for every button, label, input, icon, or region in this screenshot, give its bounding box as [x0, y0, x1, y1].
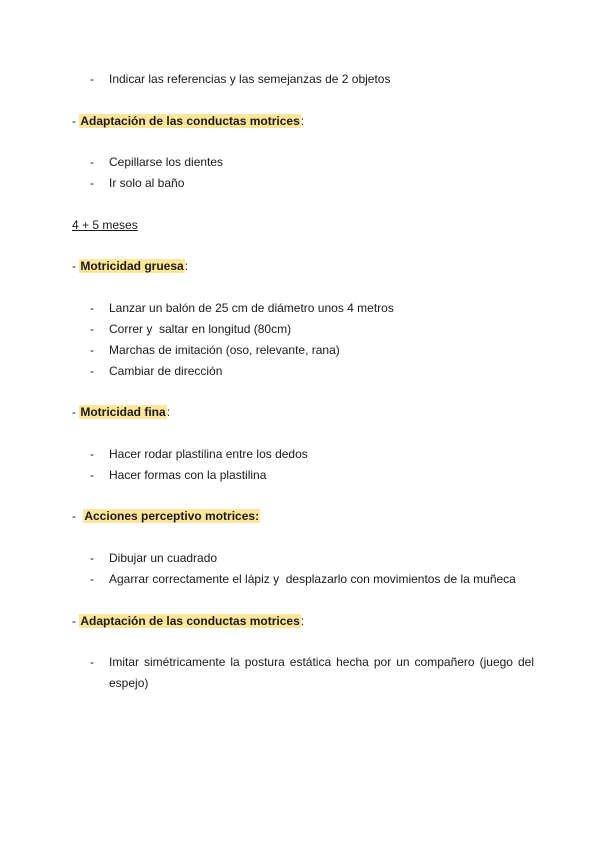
section-heading — [72, 259, 188, 274]
dash-bullet: - — [90, 447, 94, 461]
section-heading — [72, 614, 304, 629]
dash-bullet: - — [90, 655, 94, 669]
dash-bullet: - — [90, 72, 94, 86]
heading-colon: : — [300, 114, 305, 128]
heading-colon: : — [184, 259, 189, 273]
heading-dash: - — [72, 614, 76, 628]
list-item-text: Imitar simétricamente la postura estática hecha por un compañero (juego del espejo) — [109, 655, 534, 690]
dash-bullet: - — [90, 572, 94, 586]
dash-bullet: - — [90, 364, 94, 378]
heading-colon: : — [166, 405, 171, 419]
list-item-text: Cepillarse los dientes — [109, 155, 224, 169]
heading-label: Acciones perceptivo motrices: — [84, 509, 260, 523]
heading-dash: - — [72, 405, 76, 419]
age-label: 4 + 5 meses — [72, 218, 138, 232]
heading-label: Adaptación de las conductas motrices — [80, 114, 300, 128]
heading-dash: - — [72, 509, 76, 523]
list-item-text: Lanzar un balón de 25 cm de diámetro unos 4 metros — [109, 301, 394, 315]
list-item-text: Hacer formas con la plastilina — [109, 468, 267, 482]
dash-bullet: - — [90, 343, 94, 357]
section-heading — [72, 509, 260, 524]
dash-bullet: - — [90, 468, 94, 482]
list-item-text: Cambiar de dirección — [109, 364, 223, 378]
heading-colon: : — [300, 614, 305, 628]
list-item-text: Ir solo al baño — [109, 176, 185, 190]
list-item-text: Dibujar un cuadrado — [109, 551, 218, 565]
list-item-text: Indicar las referencias y las semejanzas de 2 objetos — [109, 72, 391, 86]
dash-bullet: - — [90, 551, 94, 565]
dash-bullet: - — [90, 301, 94, 315]
dash-bullet: - — [90, 322, 94, 336]
list-item-text: Hacer rodar plastilina entre los dedos — [109, 447, 308, 461]
heading-label: Motricidad gruesa — [80, 259, 184, 273]
heading-label: Adaptación de las conductas motrices — [80, 614, 300, 628]
heading-label: Motricidad fina — [80, 405, 166, 419]
list-item-text: Marchas de imitación (oso, relevante, rana) — [109, 343, 340, 357]
dash-bullet: - — [90, 176, 94, 190]
heading-dash: - — [72, 259, 76, 273]
section-heading — [72, 405, 170, 420]
heading-dash: - — [72, 114, 76, 128]
list-item-text: Agarrar correctamente el lápiz y desplazarlo con movimientos de la muñeca — [109, 572, 516, 586]
list-item-text: Correr y saltar en longitud (80cm) — [109, 322, 292, 336]
dash-bullet: - — [90, 155, 94, 169]
section-heading — [72, 114, 304, 129]
